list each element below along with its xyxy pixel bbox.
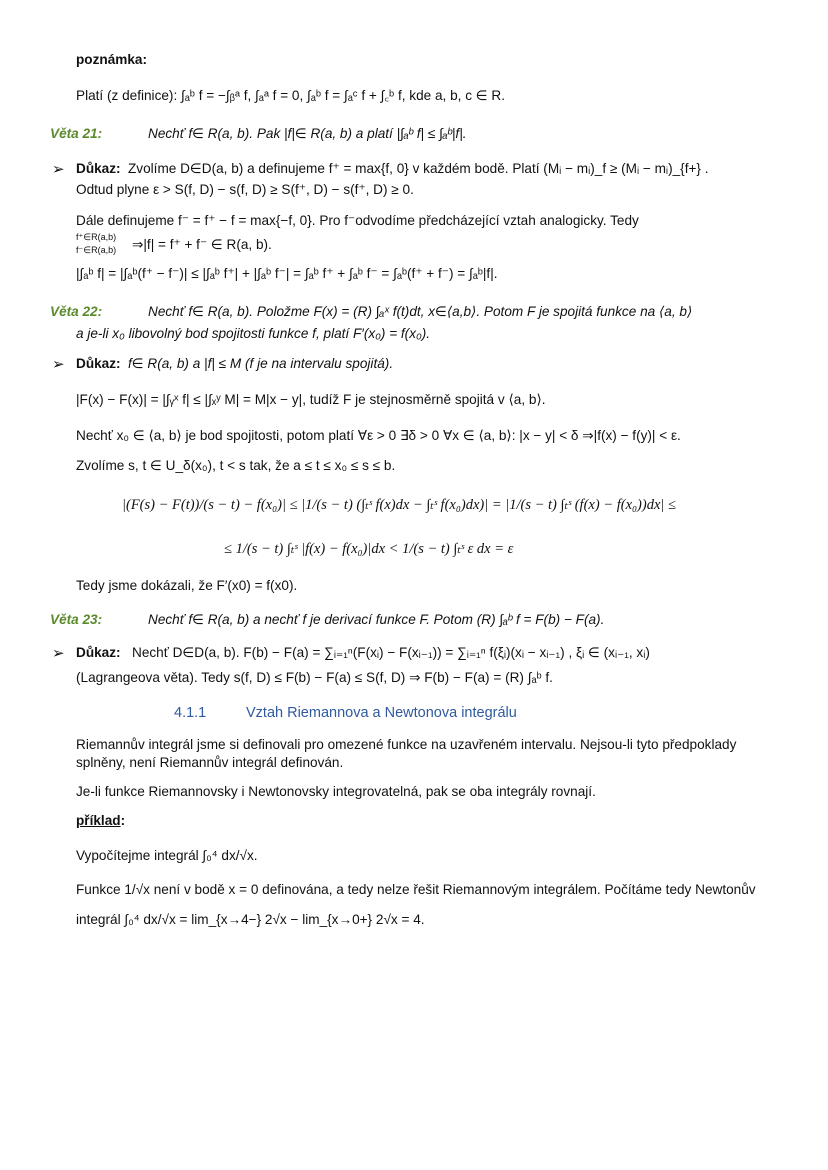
proof-21-line4c: ⇒|f| = f⁺ + f⁻ ∈ R(a, b). <box>132 237 272 252</box>
bullet-arrow-icon: ➢ <box>52 355 65 373</box>
bullet-arrow-icon: ➢ <box>52 644 65 662</box>
note-label: poznámka: <box>76 52 148 67</box>
proof-21-line5: |∫ₐᵇ f| = |∫ₐᵇ(f⁺ − f⁻)| ≤ |∫ₐᵇ f⁺| + |∫ₐᵇ f⁻| = ∫ₐᵇ f⁺ + ∫ₐᵇ f⁻ = ∫ₐᵇ(f⁺ + f⁻) = ∫ₐᵇ|f|. <box>76 266 498 281</box>
proof-22-line5: |(F(s) − F(t))/(s − t) − f(x₀)| ≤ |1/(s − t) (∫ₜˢ f(x)dx − ∫ₜˢ f(x₀)dx)| = |1/(s − t) ∫ₜˢ (f(x) − f(x₀))dx| ≤ <box>122 497 676 513</box>
section-title: Vztah Riemannova a Newtonova integrálu <box>246 705 517 721</box>
proof-21-line3: Dále definujeme f⁻ = f⁺ − f = max{−f, 0}. Pro f⁻odvodíme předcházející vztah analogicky. Tedy <box>76 213 639 228</box>
proof-21-label: Důkaz: <box>76 161 121 176</box>
proof-21-line1: Zvolíme D∈D(a, b) a definujeme f⁺ = max{f, 0} v každém bodě. Platí (Mᵢ − mᵢ)_f ≥ (Mᵢ − mᵢ)_{f+} . <box>128 161 709 176</box>
proof-23-line2: (Lagrangeova věta). Tedy s(f, D) ≤ F(b) − F(a) ≤ S(f, D) ⇒ F(b) − F(a) = (R) ∫ₐᵇ f. <box>76 670 553 685</box>
example-line3: integrál ∫₀⁴ dx/√x = lim_{x→4−} 2√x − lim_{x→0+} 2√x = 4. <box>76 912 425 927</box>
theorem-21-label: Věta 21: <box>50 126 103 141</box>
proof-22-line4: Zvolíme s, t ∈ U_δ(x₀), t < s tak, že a ≤ t ≤ x₀ ≤ s ≤ b. <box>76 458 396 473</box>
theorem-23-text: Nechť f∈ R(a, b) a nechť f je derivací funkce F. Potom (R) ∫ₐᵇ f = F(b) − F(a). <box>148 612 605 627</box>
theorem-21-text: Nechť f∈ R(a, b). Pak |f|∈ R(a, b) a platí |∫ₐᵇ f| ≤ ∫ₐᵇ|f|. <box>148 126 467 141</box>
proof-22-label: Důkaz: <box>76 356 121 371</box>
proof-23-line1: Nechť D∈D(a, b). F(b) − F(a) = ∑ᵢ₌₁ⁿ(F(xᵢ) − F(xᵢ₋₁)) = ∑ᵢ₌₁ⁿ f(ξᵢ)(xᵢ − xᵢ₋₁) , ξᵢ ∈ (xᵢ₋₁, xᵢ) <box>132 645 650 660</box>
paragraph-1-line1: Riemannův integrál jsme si definovali pro omezené funkce na uzavřeném intervalu. Nejsou-li tyto předpoklady <box>76 737 737 752</box>
example-line1: Vypočítejme integrál ∫₀⁴ dx/√x. <box>76 848 258 863</box>
theorem-22-line2: a je-li x₀ libovolný bod spojitosti funkce f, platí F′(x₀) = f(x₀). <box>76 326 431 341</box>
proof-21-line4b: f⁻∈R(a,b) <box>76 245 117 255</box>
proof-22-line7: Tedy jsme dokázali, že F′(x0) = f(x0). <box>76 578 298 593</box>
theorem-22-line1: Nechť f∈ R(a, b). Položme F(x) = (R) ∫ₐˣ f(t)dt, x∈⟨a,b⟩. Potom F je spojitá funkce na ⟨a, b⟩ <box>148 304 693 319</box>
paragraph-1-line2: splněny, není Riemannův integrál definován. <box>76 755 344 770</box>
proof-22-line3: Nechť x₀ ∈ ⟨a, b⟩ je bod spojitosti, potom platí ∀ε > 0 ∃δ > 0 ∀x ∈ ⟨a, b⟩: |x − y| < δ ⇒|f(x) − f(y)| < ε. <box>76 428 681 443</box>
proof-22-line1: f∈ R(a, b) a |f| ≤ M (f je na intervalu spojitá). <box>128 356 394 371</box>
example-colon: : <box>120 813 126 828</box>
proof-21-line2: Odtud plyne ε > S(f, D) − s(f, D) ≥ S(f⁺, D) − s(f⁺, D) ≥ 0. <box>76 182 414 197</box>
example-line2: Funkce 1/√x není v bodě x = 0 definována, a tedy nelze řešit Riemannovým integrálem. Počítáme tedy Newtonův <box>76 882 756 897</box>
example-heading <box>76 813 125 830</box>
bullet-arrow-icon: ➢ <box>52 160 65 178</box>
theorem-22-label: Věta 22: <box>50 304 103 319</box>
proof-23-label: Důkaz: <box>76 645 121 660</box>
proof-21-line4a: f⁺∈R(a,b) <box>76 232 117 242</box>
section-number: 4.1.1 <box>174 705 207 721</box>
paragraph-2: Je-li funkce Riemannovsky i Newtonovsky integrovatelná, pak se oba integrály rovnají. <box>76 784 596 799</box>
proof-22-line2: |F(x) − F(x)| = |∫ᵧˣ f| ≤ |∫ₓʸ M| = M|x − y|, tudíž F je stejnosměrně spojitá v ⟨a, b⟩. <box>76 392 546 407</box>
proof-22-line6: ≤ 1/(s − t) ∫ₜˢ |f(x) − f(x₀)|dx < 1/(s − t) ∫ₜˢ ε dx = ε <box>224 541 514 557</box>
note-text: Platí (z definice): ∫ₐᵇ f = −∫ᵦᵃ f, ∫ₐᵃ f = 0, ∫ₐᵇ f = ∫ₐᶜ f + ∫꜀ᵇ f, kde a, b, c ∈ R. <box>76 88 506 103</box>
example-label: příklad <box>76 813 121 828</box>
theorem-23-label: Věta 23: <box>50 612 103 627</box>
